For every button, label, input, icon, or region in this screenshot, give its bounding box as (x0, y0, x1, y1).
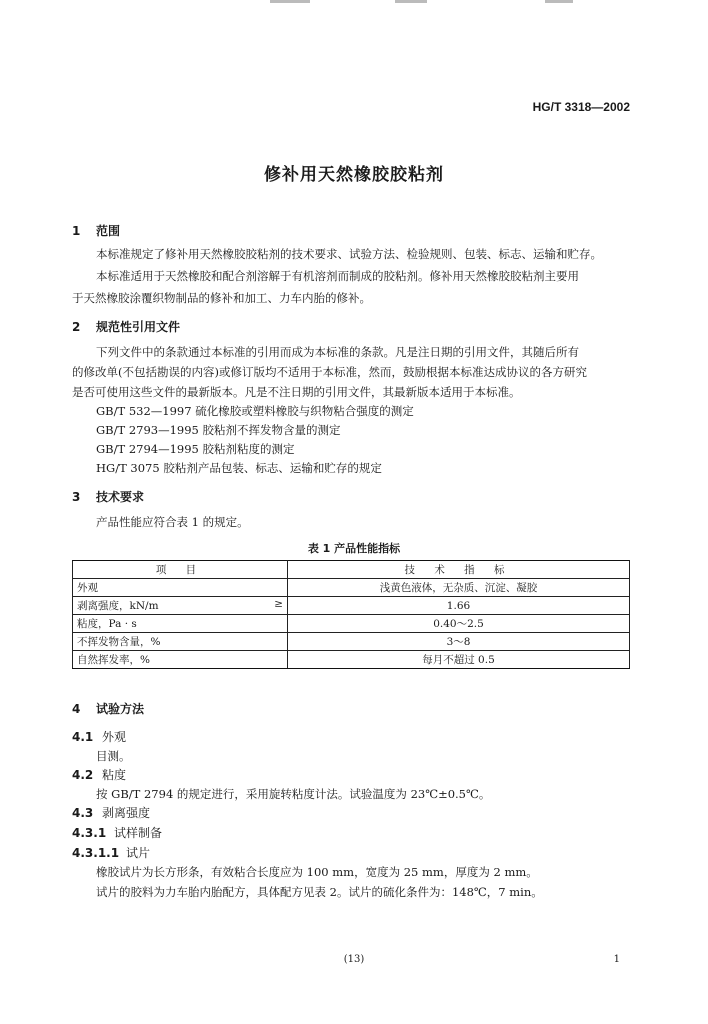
row-value: 1.66 (288, 597, 630, 615)
section-heading-3 (72, 488, 144, 505)
paragraph: 下列文件中的条款通过本标准的引用而成为本标准的条款。凡是注日期的引用文件，其随后所有 (96, 345, 579, 359)
subsection-heading (72, 804, 150, 821)
subsection-heading (72, 766, 126, 783)
row-value: 0.40～2.5 (288, 615, 630, 633)
scan-mark (545, 0, 573, 3)
row-item-label: 自然挥发率，% (77, 654, 150, 666)
section-title: 规范性引用文件 (96, 320, 181, 334)
subsection-title: 剥离强度 (102, 806, 151, 820)
subsection-number: 4.1 (72, 730, 94, 744)
row-item (73, 633, 288, 651)
paragraph: 目测。 (96, 749, 131, 763)
subsection-title: 外观 (102, 730, 127, 744)
footer-center: (13) (343, 954, 365, 965)
subsection-heading (72, 728, 126, 745)
subsection-number: 4.3 (72, 806, 94, 820)
subsection-title: 粘度 (102, 768, 127, 782)
paragraph: 是否可使用这些文件的最新版本。凡是不注日期的引用文件，其最新版本适用于本标准。 (72, 385, 521, 399)
row-item-mark: ≥ (274, 598, 283, 610)
reference-item: GB/T 2793—1995 胶粘剂不挥发物含量的测定 (96, 423, 341, 437)
row-value: 3～8 (288, 633, 630, 651)
subsection-title: 试片 (126, 846, 151, 860)
paragraph: 产品性能应符合表 1 的规定。 (96, 515, 249, 529)
paragraph: 试片的胶料为力车胎内胎配方，具体配方见表 2。试片的硫化条件为：148℃，7 min。 (96, 885, 543, 899)
reference-item: GB/T 532—1997 硫化橡胶或塑料橡胶与织物粘合强度的测定 (96, 404, 414, 418)
row-item-label: 外观 (77, 582, 98, 594)
reference-item: GB/T 2794—1995 胶粘剂粘度的测定 (96, 442, 295, 456)
table-row (73, 597, 630, 615)
paragraph: 的修改单(不包括勘误的内容)或修订版均不适用于本标准，然而，鼓励根据本标准达成协议的各方研究 (72, 365, 587, 379)
spec-table (72, 560, 630, 669)
row-item (73, 579, 288, 597)
table-row (73, 579, 630, 597)
page-number: 1 (613, 954, 620, 965)
row-value: 每月不超过 0.5 (288, 651, 630, 669)
section-heading-4 (72, 700, 144, 717)
subsection-number: 4.3.1.1 (72, 846, 120, 860)
paragraph: 橡胶试片为长方形条，有效粘合长度应为 100 mm，宽度为 25 mm，厚度为 2 mm。 (96, 865, 538, 879)
standard-number: HG/T 3318—2002 (532, 100, 630, 114)
section-number: 1 (72, 224, 81, 238)
table-row (73, 633, 630, 651)
row-item (73, 597, 288, 615)
section-number: 3 (72, 490, 81, 504)
section-title: 技术要求 (96, 490, 145, 504)
row-item (73, 651, 288, 669)
paragraph: 按 GB/T 2794 的规定进行，采用旋转粘度计法。试验温度为 23℃±0.5℃。 (96, 787, 491, 801)
section-number: 2 (72, 320, 81, 334)
section-number: 4 (72, 702, 81, 716)
scan-mark (270, 0, 310, 3)
header-item: 项 目 (73, 561, 288, 579)
table-row (73, 651, 630, 669)
table-caption: 表 1 产品性能指标 (307, 542, 401, 555)
table-row (73, 615, 630, 633)
subsection-number: 4.3.1 (72, 826, 107, 840)
paragraph: 于天然橡胶涂覆织物制品的修补和加工、力车内胎的修补。 (72, 291, 371, 305)
section-heading-1 (72, 222, 120, 239)
row-item-label: 不挥发物含量，% (77, 636, 161, 648)
header-spec: 技 术 指 标 (288, 561, 630, 579)
subsection-number: 4.2 (72, 768, 94, 782)
row-item-label: 剥离强度，kN/m (77, 600, 159, 612)
paragraph: 本标准适用于天然橡胶和配合剂溶解于有机溶剂而制成的胶粘剂。修补用天然橡胶胶粘剂主要用 (96, 269, 579, 283)
section-title: 试验方法 (96, 702, 145, 716)
subsection-heading (72, 844, 150, 861)
table-header-row (73, 561, 630, 579)
paragraph: 本标准规定了修补用天然橡胶胶粘剂的技术要求、试验方法、检验规则、包装、标志、运输和贮存。 (96, 247, 602, 261)
row-value: 浅黄色液体，无杂质、沉淀、凝胶 (288, 579, 630, 597)
row-item-label: 粘度，Pa · s (77, 618, 137, 630)
reference-item: HG/T 3075 胶粘剂产品包装、标志、运输和贮存的规定 (96, 461, 382, 475)
section-title: 范围 (96, 224, 121, 238)
row-item (73, 615, 288, 633)
scan-mark (395, 0, 427, 3)
subsection-heading (72, 824, 162, 841)
document-title: 修补用天然橡胶胶粘剂 (264, 165, 444, 185)
subsection-title: 试样制备 (114, 826, 163, 840)
section-heading-2 (72, 318, 180, 335)
